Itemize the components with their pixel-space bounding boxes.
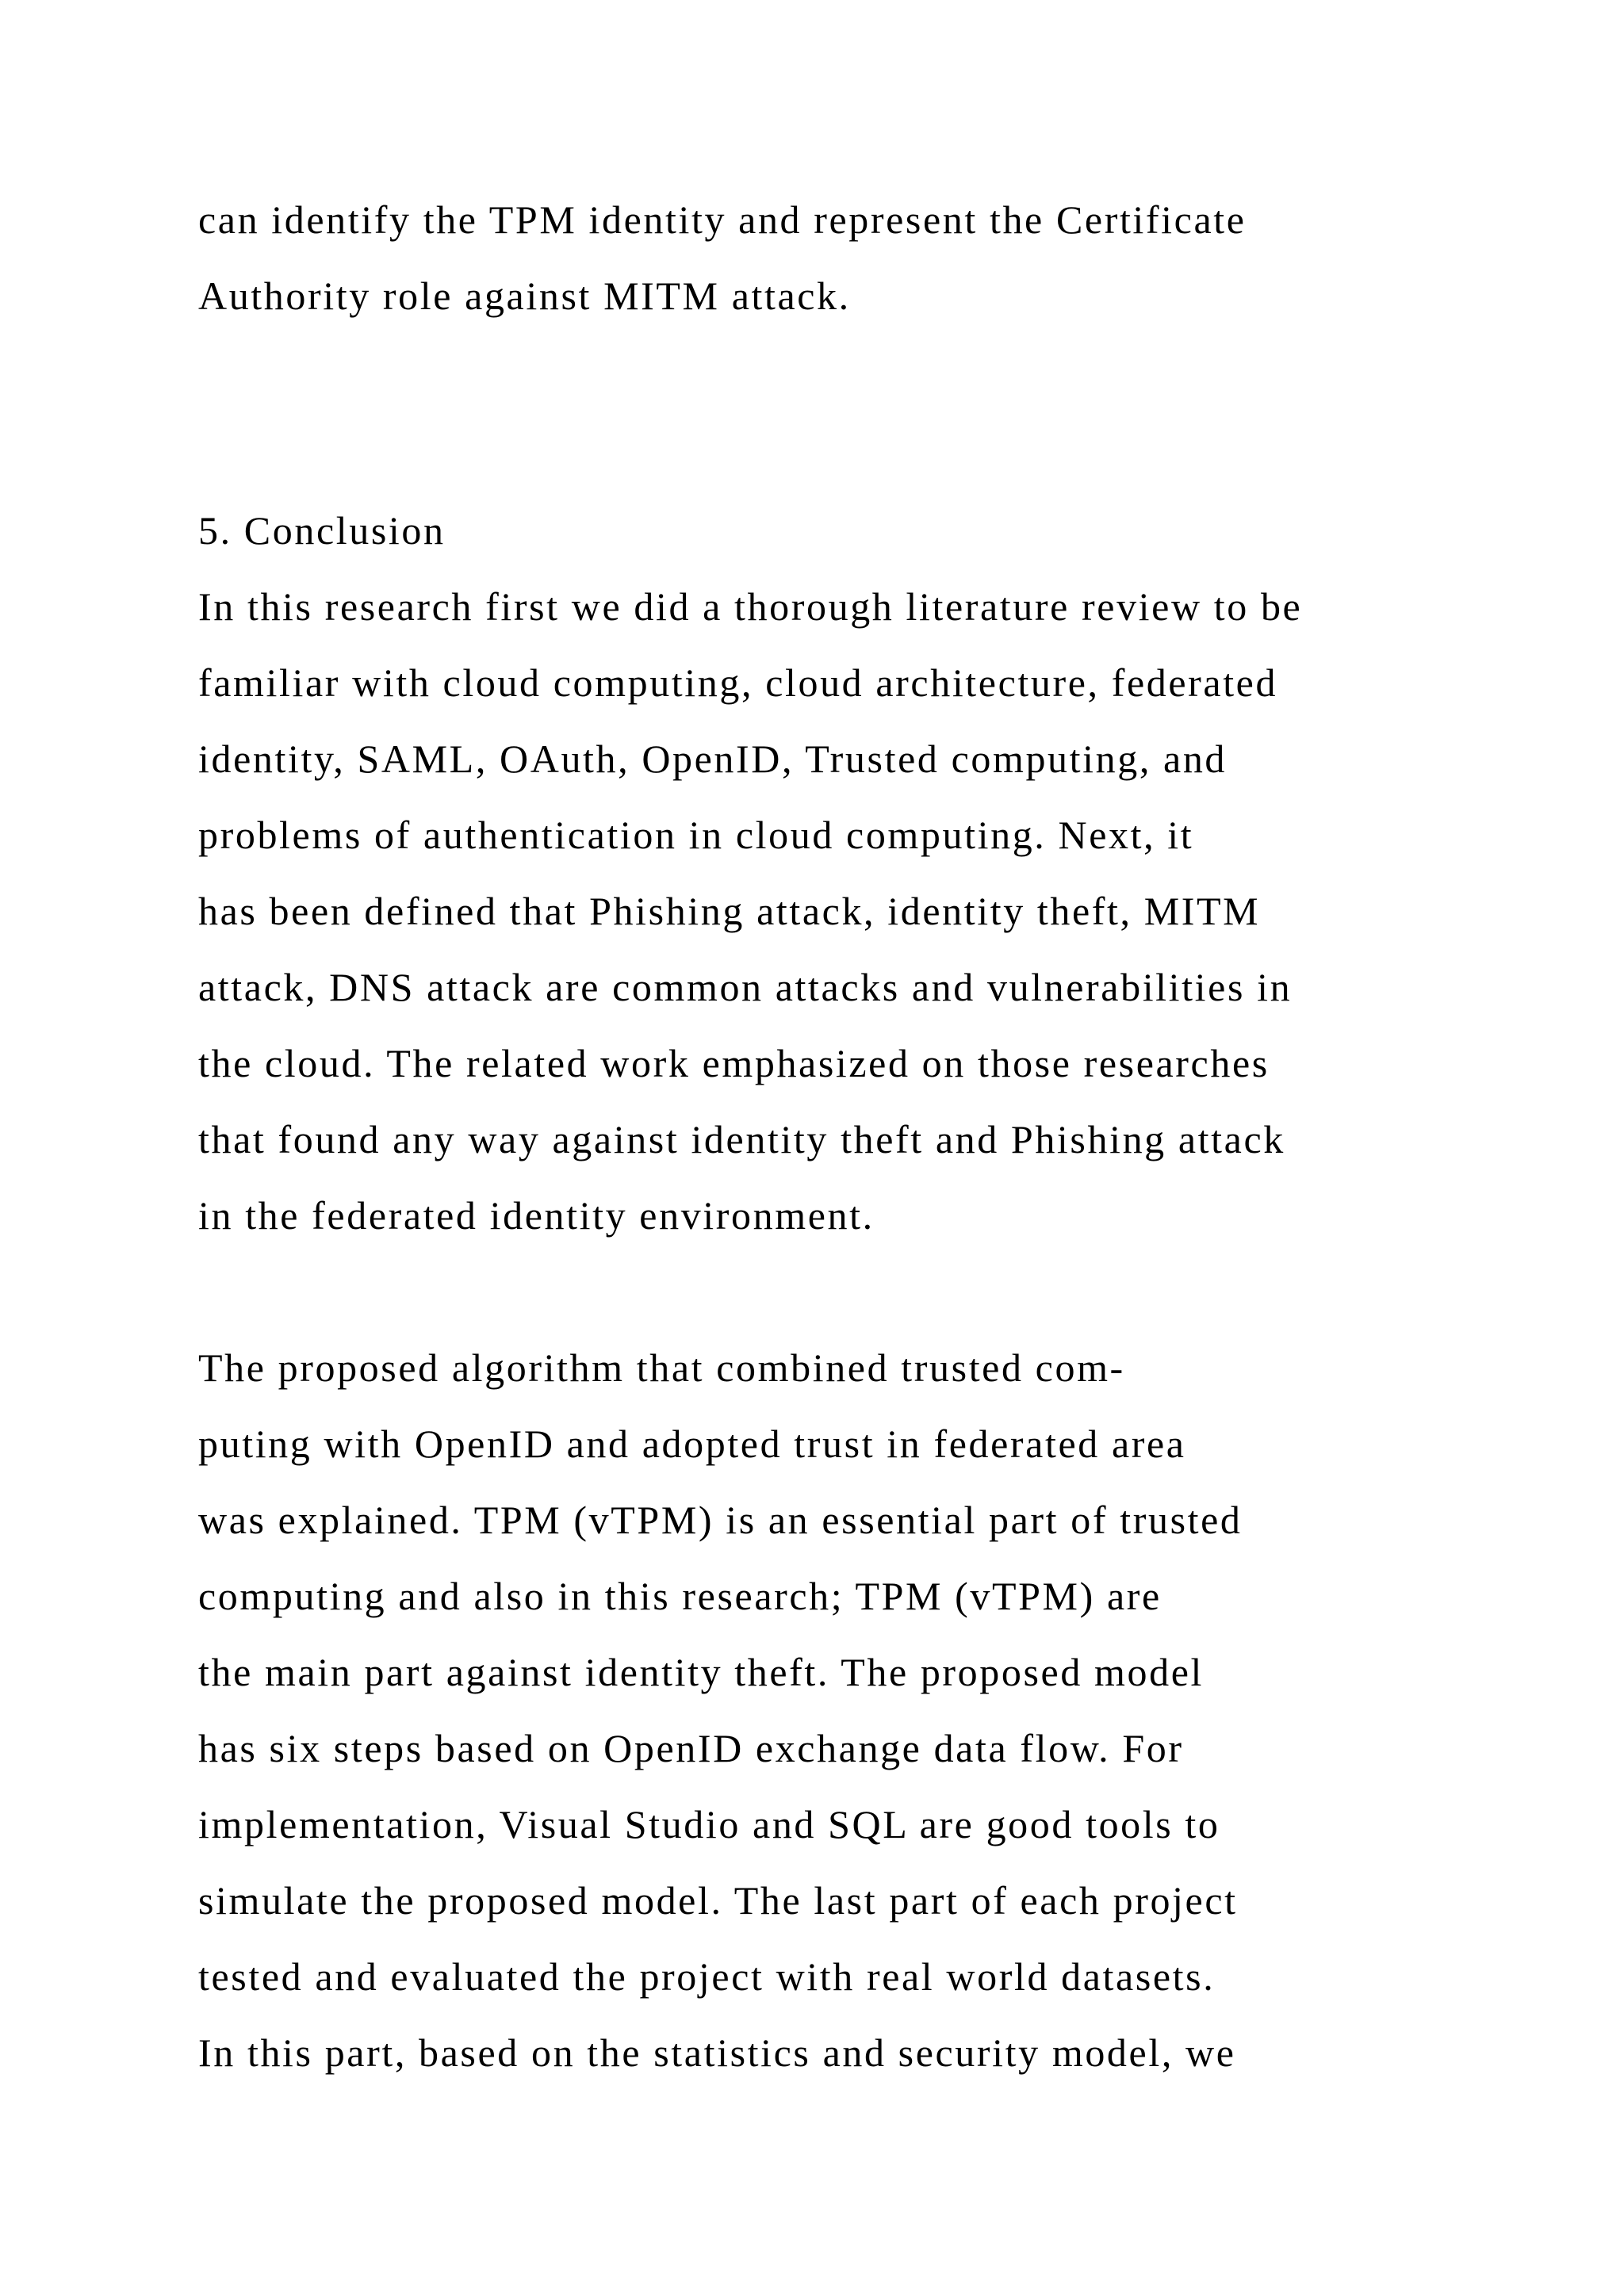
paragraph-1-line: in the federated identity environment. bbox=[198, 1193, 875, 1238]
paragraph-2-line: was explained. TPM (vTPM) is an essential part of trusted bbox=[198, 1498, 1243, 1542]
paragraph-2-line: simulate the proposed model. The last part of each project bbox=[198, 1878, 1238, 1923]
paragraph-1-line: the cloud. The related work emphasized on those researches bbox=[198, 1041, 1270, 1085]
paragraph-2-line: The proposed algorithm that combined trusted com- bbox=[198, 1345, 1125, 1390]
paragraph-1-line: problems of authentication in cloud computing. Next, it bbox=[198, 813, 1194, 857]
paragraph-1-line: familiar with cloud computing, cloud architecture, federated bbox=[198, 660, 1278, 705]
paragraph-2-line: computing and also in this research; TPM (vTPM) are bbox=[198, 1574, 1162, 1618]
paragraph-1-line: In this research first we did a thorough literature review to be bbox=[198, 584, 1303, 629]
paragraph-2-line: has six steps based on OpenID exchange data flow. For bbox=[198, 1726, 1184, 1770]
paragraph-2-line: puting with OpenID and adopted trust in federated area bbox=[198, 1422, 1186, 1466]
fragment-line: can identify the TPM identity and represent the Certificate bbox=[198, 197, 1247, 242]
paragraph-2-line: the main part against identity theft. The proposed model bbox=[198, 1650, 1205, 1694]
fragment-line: Authority role against MITM attack. bbox=[198, 274, 851, 318]
paragraph-1-line: attack, DNS attack are common attacks and vulnerabilities in bbox=[198, 965, 1293, 1009]
paragraph-2-line: In this part, based on the statistics and security model, we bbox=[198, 2030, 1236, 2075]
paragraph-1-line: identity, SAML, OAuth, OpenID, Trusted computing, and bbox=[198, 737, 1228, 781]
paragraph-1-line: that found any way against identity theft and Phishing attack bbox=[198, 1117, 1285, 1161]
paragraph-2-line: implementation, Visual Studio and SQL are good tools to bbox=[198, 1802, 1220, 1846]
paragraph-2-line: tested and evaluated the project with real world datasets. bbox=[198, 1954, 1216, 1999]
paragraph-1-line: has been defined that Phishing attack, identity theft, MITM bbox=[198, 889, 1261, 933]
section-heading: 5. Conclusion bbox=[198, 508, 446, 553]
